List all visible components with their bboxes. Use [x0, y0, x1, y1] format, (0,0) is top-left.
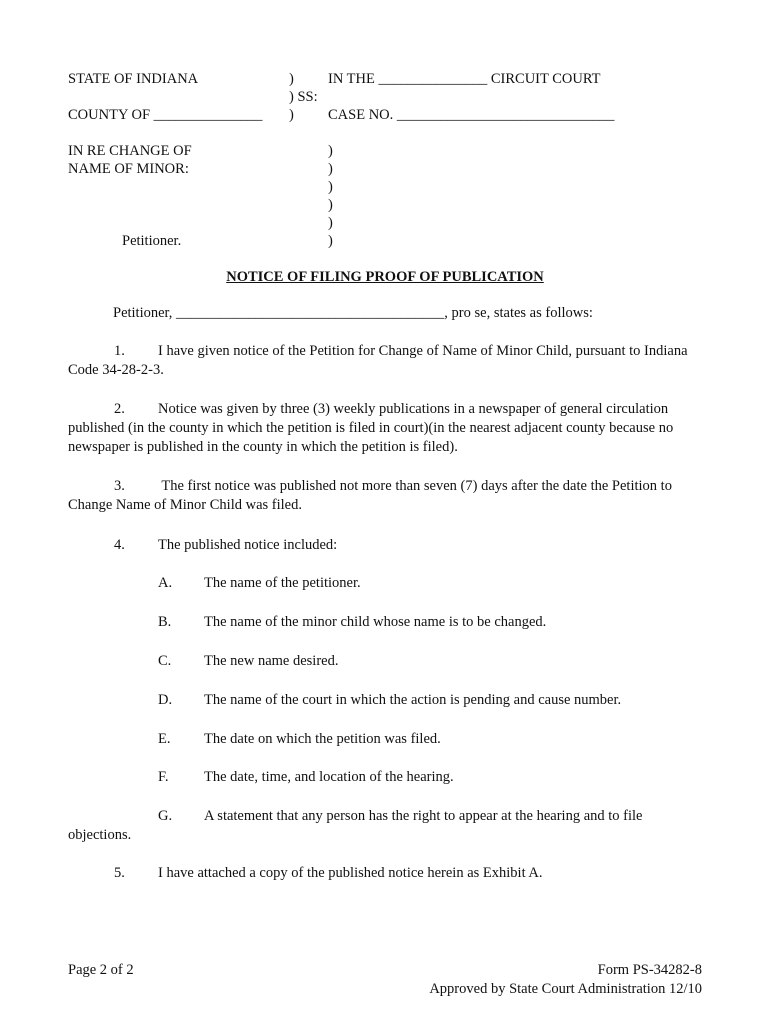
case-number-line: CASE NO. ______________________________	[328, 107, 615, 123]
item-text: The name of the court in which the action is pending and cause number.	[204, 692, 622, 708]
caption-paren: )	[289, 107, 294, 123]
caption-paren: )	[328, 215, 333, 231]
caption-paren: )	[328, 233, 333, 249]
paragraph-1	[68, 342, 708, 380]
item-letter: F.	[158, 769, 169, 785]
item-letter: E.	[158, 731, 171, 747]
paragraph-3	[68, 477, 708, 515]
in-re-line-2: NAME OF MINOR:	[68, 161, 189, 177]
paragraph-text: I have given notice of the Petition for Change of Name of Minor Child, pursuant to Indiana Code 34-28-2-3.	[68, 343, 688, 378]
item-text: The date, time, and location of the hearing.	[204, 769, 454, 785]
intro-statement: Petitioner, _____________________________________, pro se, states as follows:	[113, 305, 593, 321]
item-text: A statement that any person has the right to appear at the hearing and to file	[204, 808, 643, 824]
approval-note: Approved by State Court Administration 12/10	[429, 981, 702, 997]
item-text: The new name desired.	[204, 653, 339, 669]
paragraph-number: 4.	[114, 537, 125, 553]
item-letter: G.	[158, 808, 173, 824]
document-title: NOTICE OF FILING PROOF OF PUBLICATION	[226, 269, 544, 285]
item-letter: D.	[158, 692, 173, 708]
paragraph-5-text: I have attached a copy of the published notice herein as Exhibit A.	[158, 865, 543, 881]
item-text: The date on which the petition was filed.	[204, 731, 441, 747]
caption-paren: )	[328, 161, 333, 177]
paragraph-number: 2.	[114, 401, 125, 417]
item-letter: C.	[158, 653, 172, 669]
in-re-line-1: IN RE CHANGE OF	[68, 143, 192, 159]
item-letter: A.	[158, 575, 173, 591]
paragraph-number: 3.	[114, 478, 125, 494]
paragraph-text: Notice was given by three (3) weekly publications in a newspaper of general circulation published (in the county in which the petition is filed in court)(in the nearest adjacent county because no newspaper is published in the county in which the petition is filed).	[68, 401, 674, 455]
paragraph-number: 5.	[114, 865, 125, 881]
county-line: COUNTY OF _______________	[68, 107, 263, 123]
caption-paren: )	[328, 143, 333, 159]
item-text-continuation: objections.	[68, 827, 132, 843]
paragraph-4	[68, 536, 708, 555]
item-text: The name of the petitioner.	[204, 575, 361, 591]
caption-paren: )	[289, 71, 294, 87]
item-letter: B.	[158, 614, 172, 630]
petitioner-label: Petitioner.	[122, 233, 182, 249]
state-label: STATE OF INDIANA	[68, 71, 199, 87]
paragraph-text: The first notice was published not more than seven (7) days after the date the Petition to Change Name of Minor Child was filed.	[68, 478, 672, 513]
caption-paren: )	[328, 179, 333, 195]
page-number: Page 2 of 2	[68, 962, 134, 978]
paragraph-2	[68, 400, 708, 457]
ss-label: ) SS:	[289, 89, 318, 105]
caption-paren: )	[328, 197, 333, 213]
paragraph-text: The published notice included:	[158, 537, 338, 553]
item-text: The name of the minor child whose name is to be changed.	[204, 614, 547, 630]
form-number: Form PS-34282-8	[597, 962, 702, 978]
court-line: IN THE _______________ CIRCUIT COURT	[328, 71, 601, 87]
paragraph-number: 1.	[114, 343, 125, 359]
